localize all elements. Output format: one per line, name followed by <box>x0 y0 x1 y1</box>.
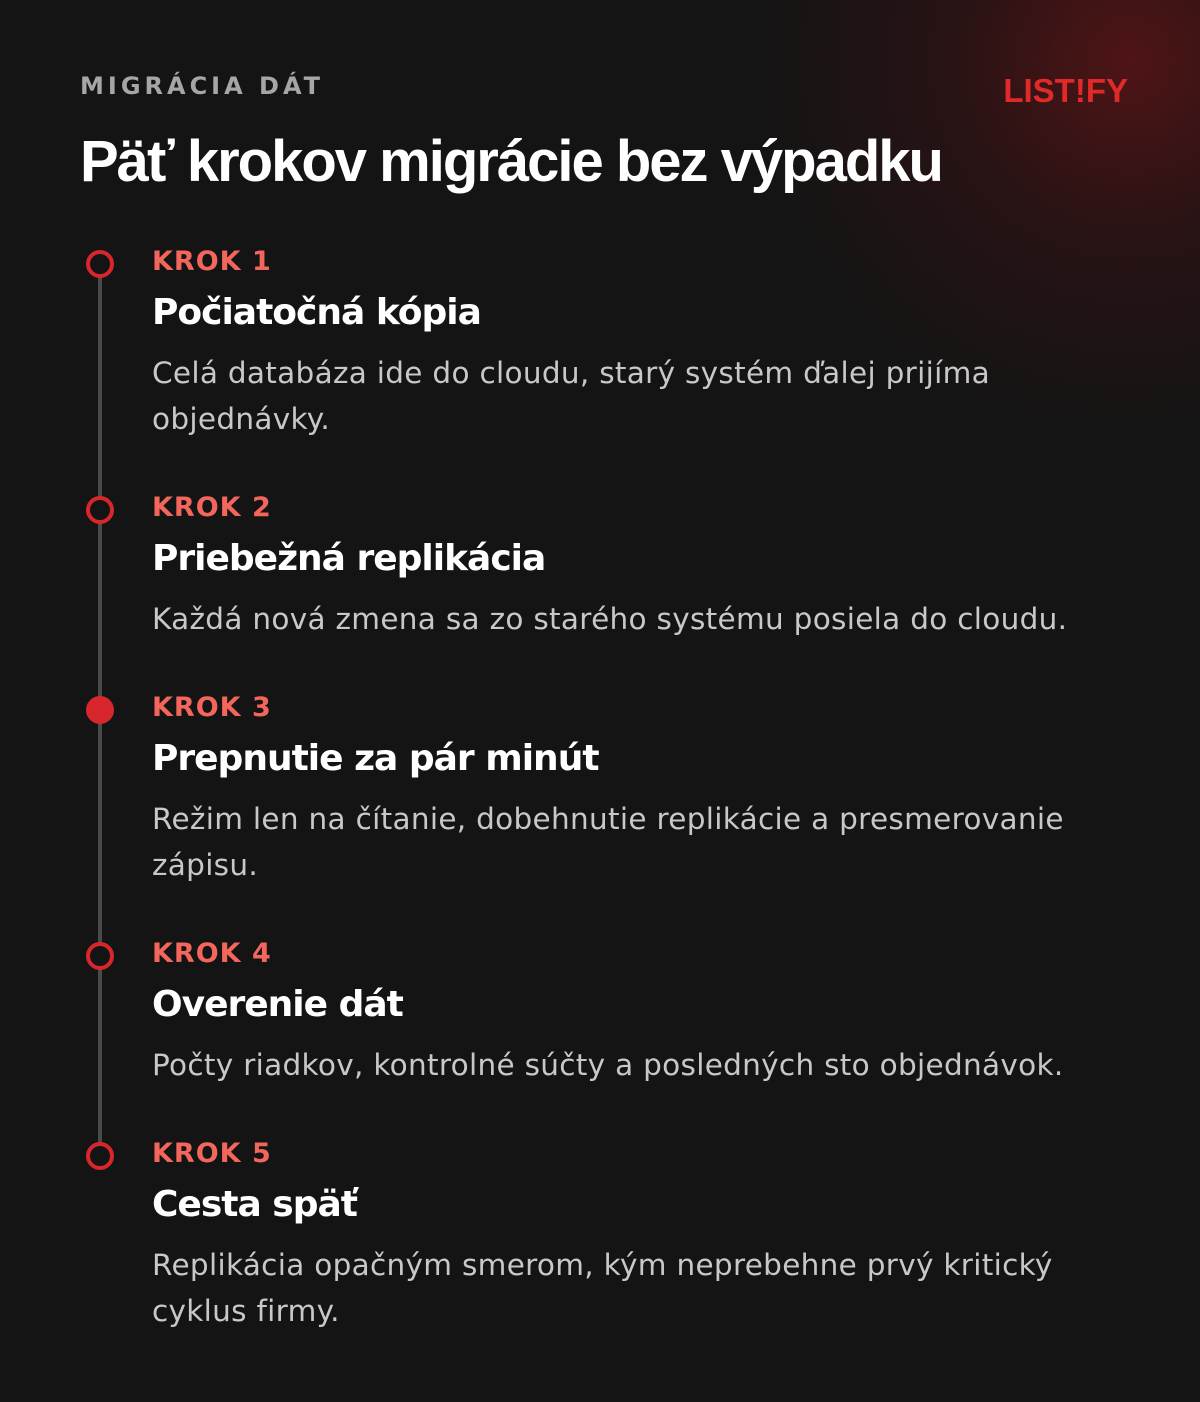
brand-logo: LIST!FY <box>1003 72 1128 109</box>
step-description: Replikácia opačným smerom, kým neprebehne prvý kritický cyklus firmy. <box>152 1248 1053 1328</box>
step-title: Priebežná replikácia <box>152 538 546 579</box>
step-description: Každá nová zmena sa zo starého systému posiela do cloudu. <box>152 602 1068 636</box>
timeline-node-icon <box>86 250 114 278</box>
step-title: Prepnutie za pár minút <box>152 738 599 779</box>
step-description: Počty riadkov, kontrolné súčty a posledných sto objednávok. <box>152 1048 1064 1082</box>
step-label: KROK 2 <box>152 492 272 523</box>
step-description: Režim len na čítanie, dobehnutie replikácie a presmerovanie zápisu. <box>152 802 1064 882</box>
step-title: Počiatočná kópia <box>152 292 481 333</box>
step-label: KROK 1 <box>152 246 272 277</box>
timeline-node-icon <box>86 942 114 970</box>
timeline-node-icon <box>86 1142 114 1170</box>
step-title: Overenie dát <box>152 984 403 1025</box>
section-kicker: MIGRÁCIA DÁT <box>80 72 325 100</box>
step-label: KROK 4 <box>152 938 272 969</box>
timeline-node-icon <box>86 696 114 724</box>
timeline-node-icon <box>86 496 114 524</box>
step-label: KROK 3 <box>152 692 272 723</box>
step-description: Celá databáza ide do cloudu, starý systém ďalej prijíma objednávky. <box>152 356 991 436</box>
step-label: KROK 5 <box>152 1138 272 1169</box>
page-title: Päť krokov migrácie bez výpadku <box>80 129 942 194</box>
step-title: Cesta späť <box>152 1184 357 1225</box>
